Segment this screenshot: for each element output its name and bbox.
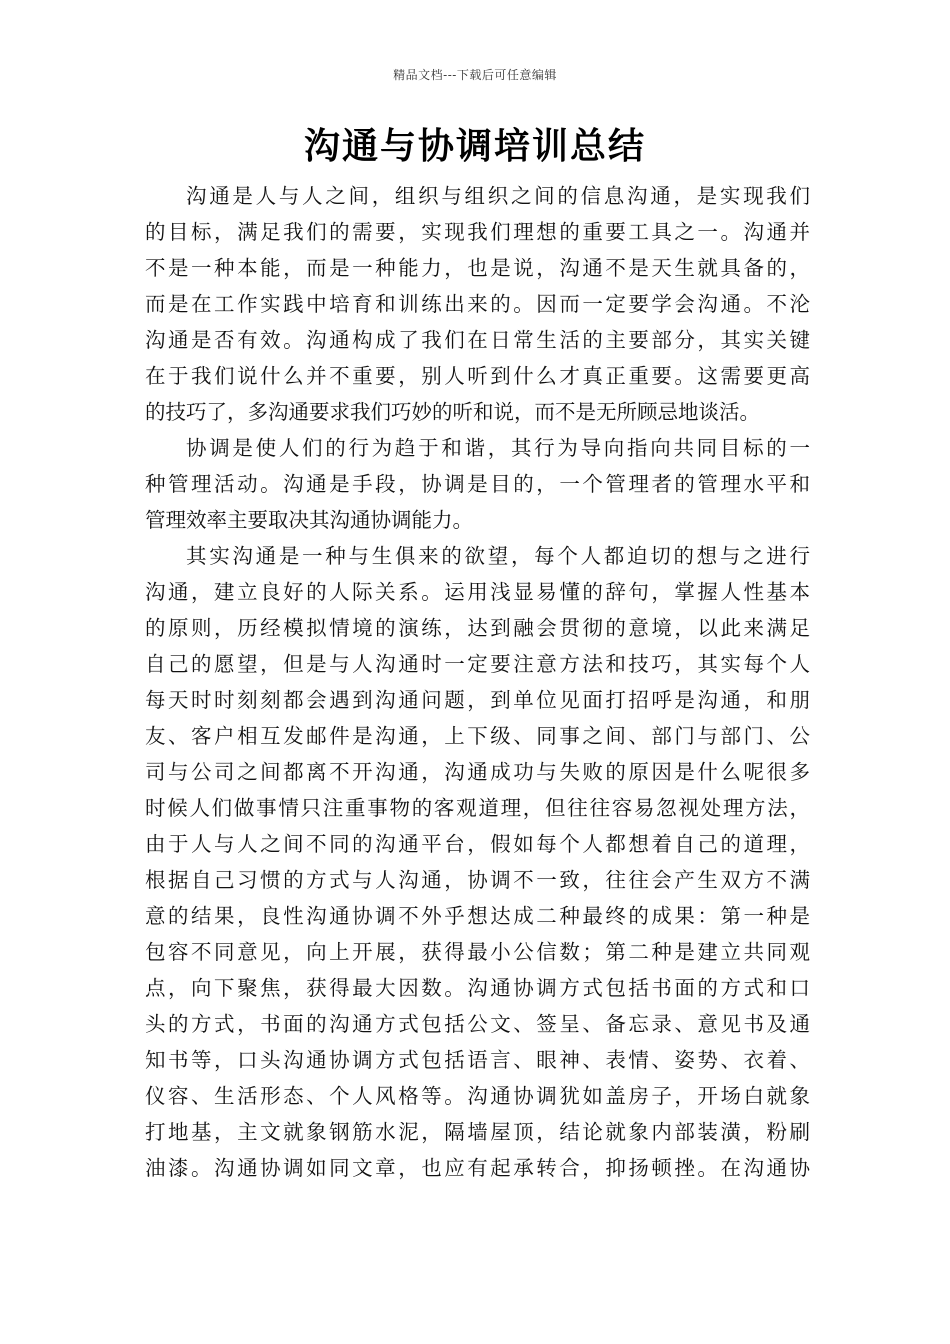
paragraph-line: 的技巧了，多沟通要求我们巧妙的听和说，而不是无所顾忌地谈活。 — [145, 400, 760, 424]
paragraph-line: 点，向下聚焦，获得最大因数。沟通协调方式包括书面的方式和口 — [145, 976, 810, 1000]
paragraph-line: 油漆。沟通协调如同文章，也应有起承转合，抑扬顿挫。在沟通协 — [145, 1156, 810, 1180]
paragraph-line: 协调是使人们的行为趋于和谐，其行为导向指向共同目标的一 — [186, 436, 810, 460]
paragraph-3 — [145, 538, 810, 1186]
paragraph-line: 沟通是人与人之间，组织与组织之间的信息沟通，是实现我们 — [186, 184, 810, 208]
paragraph-line: 知书等，口头沟通协调方式包括语言、眼神、表情、姿势、衣着、 — [145, 1048, 810, 1072]
paragraph-line: 根据自己习惯的方式与人沟通，协调不一致，往往会产生双方不满 — [145, 868, 810, 892]
paragraph-line: 自己的愿望，但是与人沟通时一定要注意方法和技巧，其实每个人 — [145, 652, 810, 676]
document-title: 沟通与协调培训总结 — [303, 125, 646, 167]
paragraph-line: 沟通，建立良好的人际关系。运用浅显易懂的辞句，掌握人性基本 — [145, 580, 810, 604]
paragraph-line: 由于人与人之间不同的沟通平台，假如每个人都想着自己的道理， — [145, 832, 810, 856]
document-body — [145, 178, 810, 1186]
paragraph-line: 每天时时刻刻都会遇到沟通问题，到单位见面打招呼是沟通，和朋 — [145, 688, 810, 712]
paragraph-2 — [145, 430, 810, 538]
paragraph-line: 打地基，主文就象钢筋水泥，隔墙屋顶，结论就象内部装潢，粉刷 — [145, 1120, 810, 1144]
paragraph-line: 种管理活动。沟通是手段，协调是目的，一个管理者的管理水平和 — [145, 472, 810, 496]
paragraph-line: 司与公司之间都离不开沟通，沟通成功与失败的原因是什么呢很多 — [145, 760, 810, 784]
paragraph-line: 包容不同意见，向上开展，获得最小公信数；第二种是建立共同观 — [145, 940, 810, 964]
paragraph-line: 的目标，满足我们的需要，实现我们理想的重要工具之一。沟通并 — [145, 220, 810, 244]
paragraph-line: 的原则，历经模拟情境的演练，达到融会贯彻的意境，以此来满足 — [145, 616, 810, 640]
paragraph-line: 友、客户相互发邮件是沟通，上下级、同事之间、部门与部门、公 — [145, 724, 810, 748]
paragraph-line: 其实沟通是一种与生俱来的欲望，每个人都迫切的想与之进行 — [186, 544, 810, 568]
paragraph-line: 时候人们做事情只注重事物的客观道理，但往往容易忽视处理方法， — [145, 796, 810, 820]
paragraph-line: 意的结果，良性沟通协调不外乎想达成二种最终的成果：第一种是 — [145, 904, 810, 928]
paragraph-line: 不是一种本能，而是一种能力，也是说，沟通不是天生就具备的， — [145, 256, 810, 280]
paragraph-line: 而是在工作实践中培育和训练出来的。因而一定要学会沟通。不沦 — [145, 292, 810, 316]
paragraph-line: 管理效率主要取决其沟通协调能力。 — [145, 508, 473, 532]
paragraph-line: 沟通是否有效。沟通构成了我们在日常生活的主要部分，其实关键 — [145, 328, 810, 352]
header-note: 精品文档---下载后可任意编辑 — [393, 68, 557, 82]
paragraph-line: 在于我们说什么并不重要，别人听到什么才真正重要。这需要更高 — [145, 364, 810, 388]
paragraph-line: 头的方式，书面的沟通方式包括公文、签呈、备忘录、意见书及通 — [145, 1012, 810, 1036]
paragraph-line: 仪容、生活形态、个人风格等。沟通协调犹如盖房子，开场白就象 — [145, 1084, 810, 1108]
paragraph-1 — [145, 178, 810, 430]
